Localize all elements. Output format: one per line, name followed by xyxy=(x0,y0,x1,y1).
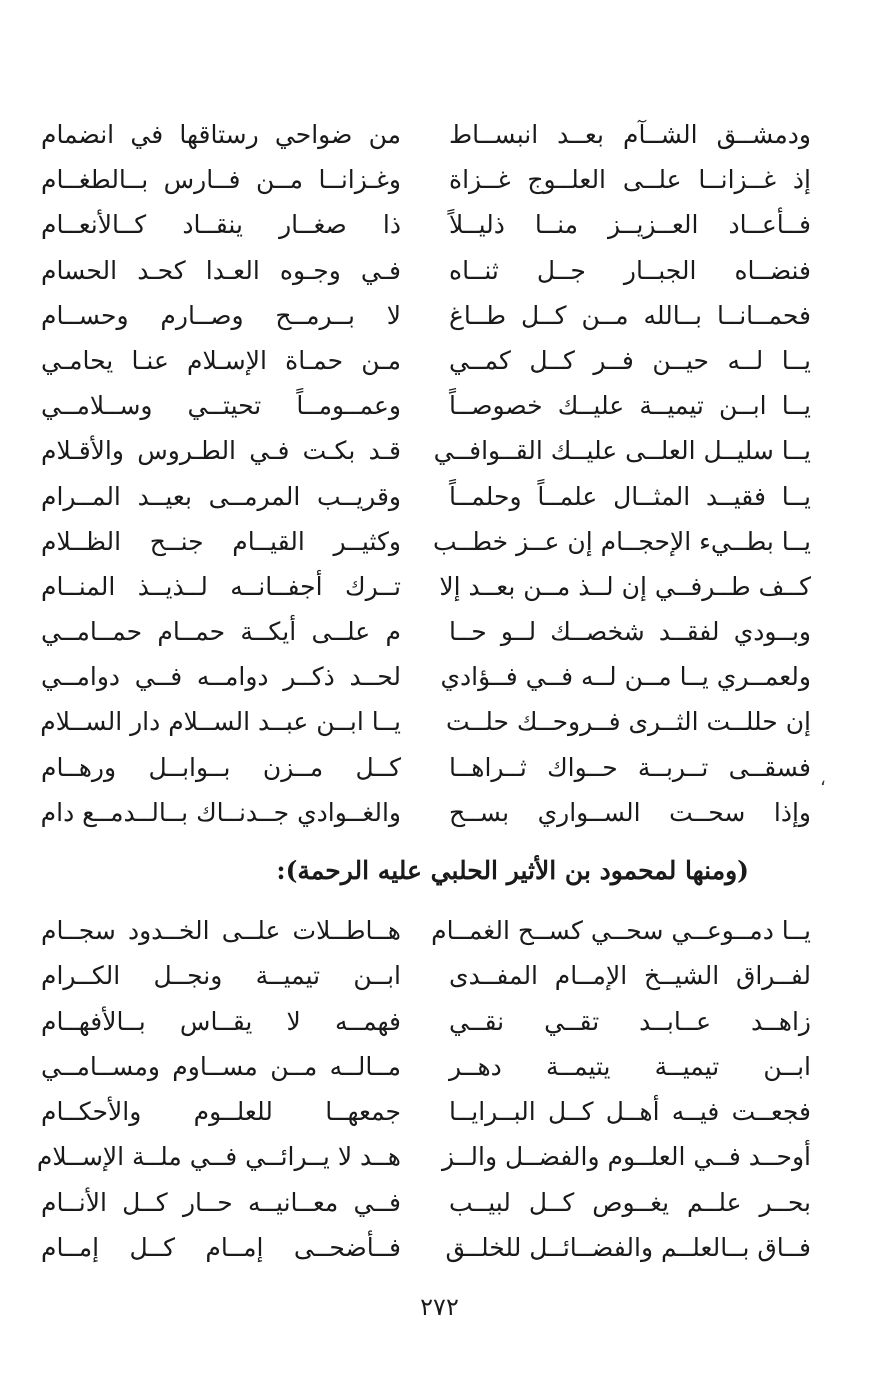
verse-first-hemistich: فجعــت فيــه أهــل كــل البــرايــا xyxy=(449,1097,811,1127)
verse xyxy=(0,1180,879,1225)
verse-second-hemistich: وقريــب المرمــى بعيــد المــرام xyxy=(41,481,401,511)
verse-first-hemistich: زاهــد عــابــد تقــي نقــي xyxy=(449,1006,811,1036)
verse-second-hemistich: تــرك أجفــانــه لــذيــذ المنــام xyxy=(41,571,401,601)
verse xyxy=(0,112,879,157)
verse xyxy=(0,999,879,1044)
verse-second-hemistich: هــاطــلات علــى الخــدود سجــام xyxy=(41,916,401,945)
verse-first-hemistich: لفــراق الشيــخ الإمــام المفــدى xyxy=(449,961,811,991)
verse-second-hemistich: كــل مــزن بــوابــل ورهــام xyxy=(41,752,401,782)
verse-first-hemistich: ودمشــق الشــآم بعــد انبســاط xyxy=(449,120,811,149)
verse xyxy=(0,202,879,247)
verse-first-hemistich: أوحــد فــي العلــوم والفضــل والــز xyxy=(441,1142,811,1172)
poem-mahmoud-ibn-al-athir xyxy=(0,908,879,1270)
poem-ibn-taymiyya-elegy xyxy=(0,112,879,835)
verse xyxy=(0,248,879,293)
verse-second-hemistich: مـن حمـاة الإسـلام عنـا يحامـي xyxy=(41,345,401,375)
verse-second-hemistich: فــي معــانيــه حــار كــل الأنــام xyxy=(41,1187,401,1217)
verse-first-hemistich: يــا لــه حيــن فــر كــل كمــي xyxy=(449,345,811,375)
verse-first-hemistich: إن حللــت الثــرى فــروحــك حلــت xyxy=(446,707,811,737)
verse xyxy=(0,519,879,564)
verse xyxy=(0,564,879,609)
verse xyxy=(0,609,879,654)
verse-first-hemistich: فحمــانــا بــالله مــن كــل طــاغ xyxy=(449,300,811,330)
verse-second-hemistich: ابــن تيميــة ونجــل الكــرام xyxy=(41,961,401,991)
verse-first-hemistich: ابــن تيميــة يتيمــة دهــر xyxy=(449,1051,811,1081)
verse xyxy=(0,293,879,338)
verse xyxy=(0,654,879,699)
verse-second-hemistich: فــأضحــى إمــام كــل إمــام xyxy=(41,1233,401,1263)
verse-first-hemistich: وإذا سحــت الســواري بســح xyxy=(449,797,811,827)
verse xyxy=(0,383,879,428)
verse-second-hemistich: جمعهــا للعلــوم والأحكــام xyxy=(41,1097,401,1127)
verse xyxy=(0,790,879,835)
verse-second-hemistich: لحــد ذكــر دوامــه فــي دوامــي xyxy=(41,662,401,692)
verse xyxy=(0,338,879,383)
verse-second-hemistich: فـي وجـوه العـدا كحـد الحسام xyxy=(41,255,401,285)
verse-second-hemistich: لا بــرمــح وصــارم وحســام xyxy=(41,300,401,330)
verse xyxy=(0,1044,879,1089)
verse xyxy=(0,157,879,202)
verse xyxy=(0,1225,879,1270)
verse-second-hemistich: وعمــومــاً تحيتــي وســلامــي xyxy=(41,391,401,421)
section-heading: (ومنها لمحمود بن الأثير الحلبي عليه الرحمة): xyxy=(276,856,749,885)
page-number: ٢٧٢ xyxy=(420,1293,459,1321)
verse-first-hemistich: فــاق بــالعلــم والفضــائــل للخلــق xyxy=(445,1233,811,1263)
verse xyxy=(0,953,879,998)
verse-second-hemistich: فهمــه لا يقــاس بــالأفهــام xyxy=(41,1006,401,1036)
verse-first-hemistich: يــا ابــن تيميــة عليــك خصوصــاً xyxy=(449,391,811,421)
verse-second-hemistich: مــالــه مــن مســاوم ومســامــي xyxy=(41,1051,401,1081)
verse xyxy=(0,699,879,744)
verse-first-hemistich: فسقــى تــربــة حــواك ثــراهــا xyxy=(449,752,811,782)
verse-second-hemistich: قـد بكـت فـي الطـروس والأقـلام xyxy=(41,436,401,466)
verse-first-hemistich: فنضــاه الجبــار جــل ثنــاه xyxy=(449,255,811,285)
verse xyxy=(0,1089,879,1134)
verse-first-hemistich: إذ غــزانــا علــى العلــوج غــزاة xyxy=(449,165,811,195)
verse-first-hemistich: فــأعــاد العــزيــز منــا ذليــلاً xyxy=(449,210,811,240)
verse-second-hemistich: هــد لا يــرائــي فــي ملــة الإســلام xyxy=(36,1142,401,1172)
verse-first-hemistich: يــا دمــوعــي سحــي كســح الغمــام xyxy=(431,916,811,945)
verse-first-hemistich: ولعمــري يــا مــن لــه فــي فــؤادي xyxy=(440,662,811,692)
verse xyxy=(0,1134,879,1179)
verse-second-hemistich: يــا ابــن عبــد الســلام دار الســلام xyxy=(40,707,401,737)
verse-second-hemistich: م علــى أيكــة حمــام حمــامــي xyxy=(41,617,401,647)
verse xyxy=(0,428,879,473)
verse-first-hemistich: يــا بطــيء الإحجــام إن عــز خطــب xyxy=(432,526,811,556)
verse xyxy=(0,474,879,519)
margin-mark: ، xyxy=(820,769,826,790)
verse xyxy=(0,908,879,953)
verse xyxy=(0,745,879,790)
verse-second-hemistich: ذا صغــار ينقــاد كــالأنعــام xyxy=(41,210,401,240)
verse-first-hemistich: يــا سليــل العلــى عليــك القــوافــي xyxy=(433,436,811,466)
verse-first-hemistich: كــف طــرفــي إن لــذ مــن بعــد إلا xyxy=(439,571,811,601)
verse-second-hemistich: وكثيــر القيــام جنــح الظــلام xyxy=(41,526,401,556)
verse-second-hemistich: وغـزانــا مــن فــارس بــالطغــام xyxy=(41,165,401,195)
verse-first-hemistich: يــا فقيــد المثــال علمــاً وحلمــاً xyxy=(449,481,811,511)
verse-second-hemistich: من ضواحي رستاقها في انضمام xyxy=(41,120,401,149)
verse-first-hemistich: بحــر علــم يغــوص كــل لبيــب xyxy=(449,1187,811,1217)
verse-second-hemistich: والغــوادي جــدنــاك بــالــدمــع دام xyxy=(40,797,401,827)
verse-first-hemistich: وبــودي لفقــد شخصــك لــو حــا xyxy=(449,617,811,647)
